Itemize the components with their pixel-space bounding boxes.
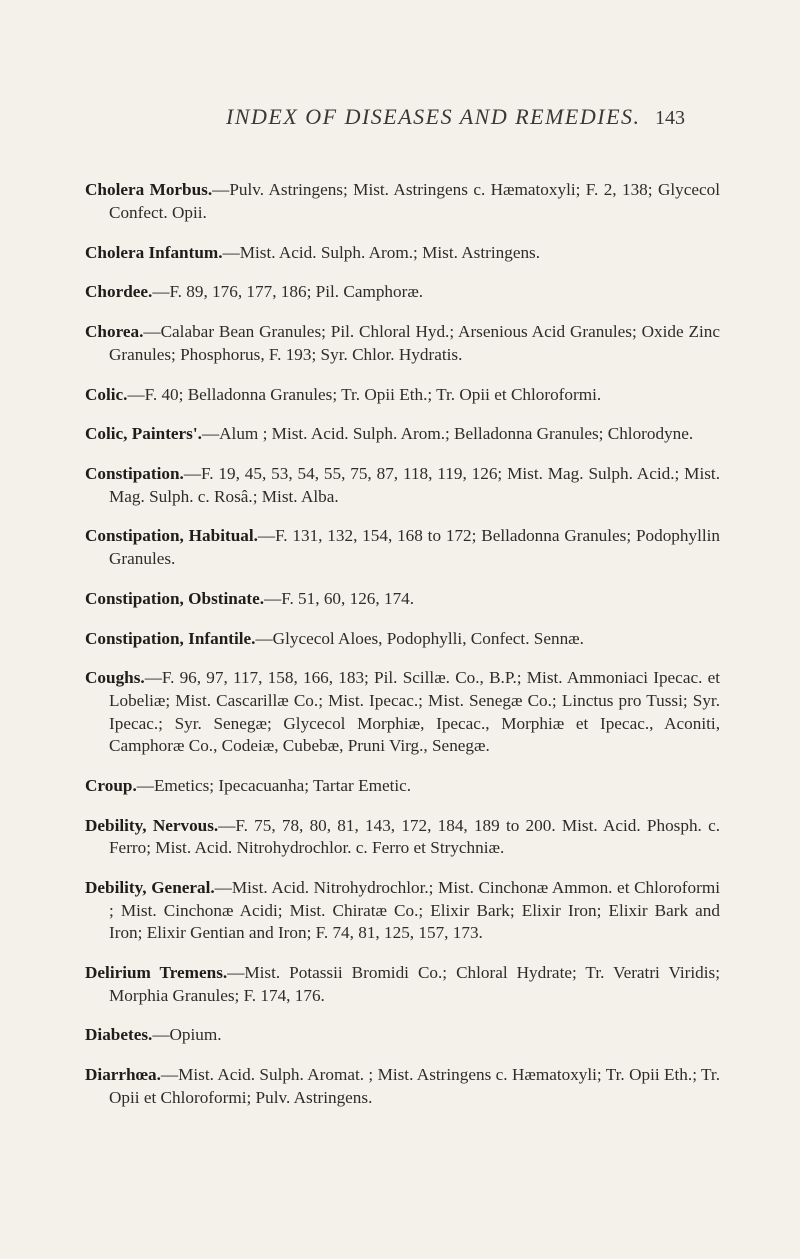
index-entry-chordee: Chordee.—F. 89, 176, 177, 186; Pil. Camphoræ. xyxy=(85,282,424,302)
index-entry-chorea: Chorea.—Calabar Bean Granules; Pil. Chloral Hyd.; Arsenious Acid Granules; Oxide Zinc Granules; Phosphorus, F. 193; Syr. Chlor. Hydratis. xyxy=(85,322,720,364)
entry-remedies: F. 40; Belladonna Granules; Tr. Opii Eth.; Tr. Opii et Chloroformi. xyxy=(144,384,602,404)
entry-term: Delirium Tremens. xyxy=(85,963,228,983)
entry-term: Diarrhœa. xyxy=(85,1065,161,1085)
index-entry-diarrhoea: Diarrhœa.—Mist. Acid. Sulph. Aromat. ; Mist. Astringens c. Hæmatoxyli; Tr. Opii Eth.; Tr. Opii et Chloroformi; Pulv. Astringens. xyxy=(85,1065,720,1107)
entry-term: Debility, General. xyxy=(85,878,215,898)
entry-remedies: Calabar Bean Granules; Pil. Chloral Hyd.; Arsenious Acid Granules; Oxide Zinc Granules; Phosphorus, F. 193; Syr. Chlor. Hydratis. xyxy=(109,322,720,364)
entry-remedies: Mist. Potassii Bromidi Co.; Chloral Hydrate; Tr. Veratri Viridis; Morphia Granules; F. 174, 176. xyxy=(109,963,720,1005)
index-entry-debility-nervous: Debility, Nervous.—F. 75, 78, 80, 81, 143, 172, 184, 189 to 200. Mist. Acid. Phosph. c. Ferro; Mist. Acid. Nitrohydrochlor. c. Ferro et Strychniæ. xyxy=(85,815,720,858)
page-header xyxy=(0,100,800,140)
running-title: INDEX OF DISEASES AND REMEDIES. xyxy=(226,104,641,129)
index-entry-cholera-morbus: Cholera Morbus.—Pulv. Astringens; Mist. Astringens c. Hæmatoxyli; F. 2, 138; Glycecol Confect. Opii. xyxy=(85,180,720,222)
entry-term: Cholera Infantum. xyxy=(85,242,223,262)
index-entry-diabetes: Diabetes.—Opium. xyxy=(85,1025,222,1045)
index-entry-constipation-obstinate: Constipation, Obstinate.—F. 51, 60, 126, 174. xyxy=(85,588,415,608)
entry-term: Diabetes. xyxy=(85,1025,153,1045)
entry-remedies: F. 89, 176, 177, 186; Pil. Camphoræ. xyxy=(169,282,424,302)
entry-remedies: Mist. Acid. Sulph. Arom.; Mist. Astringens. xyxy=(239,242,541,262)
entry-remedies: Mist. Acid. Sulph. Aromat. ; Mist. Astringens c. Hæmatoxyli; Tr. Opii Eth.; Tr. Opii et Chloroformi; Pulv. Astringens. xyxy=(109,1065,720,1107)
index-entry-constipation-habitual: Constipation, Habitual.—F. 131, 132, 154, 168 to 172; Belladonna Granules; Podophyllin Granules. xyxy=(85,526,720,569)
entry-term: Colic, Painters'. xyxy=(85,424,202,444)
entry-term: Colic. xyxy=(85,384,128,404)
entry-term: Coughs. xyxy=(85,668,145,688)
index-entry-constipation-infantile: Constipation, Infantile.—Glycecol Aloes, Podophylli, Confect. Sennæ. xyxy=(85,628,584,648)
index-entry-colic: Colic.—F. 40; Belladonna Granules; Tr. Opii Eth.; Tr. Opii et Chloroformi. xyxy=(85,384,602,404)
entry-remedies: Opium. xyxy=(169,1025,222,1045)
entry-remedies: Pulv. Astringens; Mist. Astringens c. Hæmatoxyli; F. 2, 138; Glycecol Confect. Opii. xyxy=(109,180,720,222)
entry-term: Chorea. xyxy=(85,322,144,342)
entry-term: Constipation, Infantile. xyxy=(85,628,256,648)
index-entry-colic-painters: Colic, Painters'.—Alum ; Mist. Acid. Sulph. Arom.; Belladonna Granules; Chlorodyne. xyxy=(85,424,694,444)
entry-term: Constipation. xyxy=(85,464,184,484)
entry-remedies: F. 19, 45, 53, 54, 55, 75, 87, 118, 119, 126; Mist. Mag. Sulph. Acid.; Mist. Mag. Sulph. c. Rosâ.; Mist. Alba. xyxy=(109,464,720,506)
index-entry-constipation: Constipation.—F. 19, 45, 53, 54, 55, 75, 87, 118, 119, 126; Mist. Mag. Sulph. Acid.; Mist. Mag. Sulph. c. Rosâ.; Mist. Alba. xyxy=(85,464,720,506)
entry-remedies: F. 96, 97, 117, 158, 166, 183; Pil. Scillæ. Co., B.P.; Mist. Ammoniaci Ipecac. et Lobeliæ; Mist. Cascarillæ Co.; Mist. Ipecac.; Mist. Senegæ Co.; Linctus pro Tussi; Syr. Ipecac.; Syr. Senegæ; Glycecol Morphiæ, Ipecac., Morphiæ et Ipecac., Aconiti, Camphoræ Co., Codeiæ, Cubebæ, Pruni Virg., Senegæ. xyxy=(109,668,720,756)
entry-remedies: F. 131, 132, 154, 168 to 172; Belladonna Granules; Podophyllin Granules. xyxy=(109,526,720,569)
index-entry-debility-general: Debility, General.—Mist. Acid. Nitrohydrochlor.; Mist. Cinchonæ Ammon. et Chloroformi ; Mist. Cinchonæ Acidi; Mist. Chiratæ Co.; Elixir Bark; Elixir Iron; Elixir Bark and Iron; Elixir Gentian and Iron; F. 74, 81, 125, 157, 173. xyxy=(85,878,720,943)
entry-term: Cholera Morbus. xyxy=(85,180,213,200)
entry-term: Debility, Nervous. xyxy=(85,815,219,835)
entry-remedies: Alum ; Mist. Acid. Sulph. Arom.; Belladonna Granules; Chlorodyne. xyxy=(219,424,694,444)
index-entries xyxy=(85,162,720,1116)
index-entry-croup: Croup.—Emetics; Ipecacuanha; Tartar Emetic. xyxy=(85,775,412,795)
entry-term: Constipation, Habitual. xyxy=(85,526,258,546)
entry-remedies: F. 75, 78, 80, 81, 143, 172, 184, 189 to 200. Mist. Acid. Phosph. c. Ferro; Mist. Acid. Nitrohydrochlor. c. Ferro et Strychniæ. xyxy=(109,815,720,858)
index-entry-delirium-tremens: Delirium Tremens.—Mist. Potassii Bromidi Co.; Chloral Hydrate; Tr. Veratri Viridis; Morphia Granules; F. 174, 176. xyxy=(85,963,720,1005)
entry-remedies: Mist. Acid. Nitrohydrochlor.; Mist. Cinchonæ Ammon. et Chloroformi ; Mist. Cinchonæ Acidi; Mist. Chiratæ Co.; Elixir Bark; Elixir Iron; Elixir Bark and Iron; Elixir Gentian and Iron; F. 74, 81, 125, 157, 173. xyxy=(109,878,720,943)
entry-term: Chordee. xyxy=(85,282,153,302)
entry-term: Constipation, Obstinate. xyxy=(85,588,265,608)
entry-remedies: Emetics; Ipecacuanha; Tartar Emetic. xyxy=(153,775,412,795)
page-number: 143 xyxy=(655,107,685,129)
entry-remedies: F. 51, 60, 126, 174. xyxy=(281,588,415,608)
index-entry-cholera-infantum: Cholera Infantum.—Mist. Acid. Sulph. Arom.; Mist. Astringens. xyxy=(85,242,541,262)
index-entry-coughs: Coughs.—F. 96, 97, 117, 158, 166, 183; Pil. Scillæ. Co., B.P.; Mist. Ammoniaci Ipecac. et Lobeliæ; Mist. Cascarillæ Co.; Mist. Ipecac.; Mist. Senegæ Co.; Linctus pro Tussi; Syr. Ipecac.; Syr. Senegæ; Glycecol Morphiæ, Ipecac., Morphiæ et Ipecac., Aconiti, Camphoræ Co., Codeiæ, Cubebæ, Pruni Virg., Senegæ. xyxy=(85,668,720,756)
entry-remedies: Glycecol Aloes, Podophylli, Confect. Sennæ. xyxy=(272,628,584,648)
entry-term: Croup. xyxy=(85,775,137,795)
